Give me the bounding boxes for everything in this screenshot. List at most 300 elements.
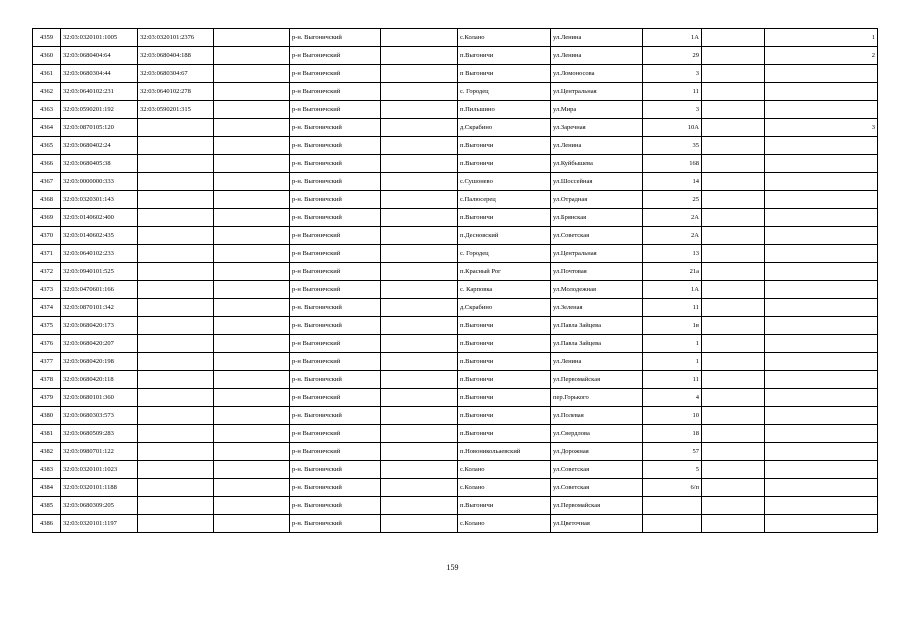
house-number-cell: 5 bbox=[643, 461, 702, 479]
table-row bbox=[33, 263, 878, 281]
district-cell: р-н. Выгоничский bbox=[290, 407, 381, 425]
cadastral-number-cell: 32:03:0680420:173 bbox=[61, 317, 138, 335]
building-cadastral-number-cell bbox=[138, 245, 214, 263]
row-number-cell: 4377 bbox=[33, 353, 61, 371]
table-row bbox=[33, 173, 878, 191]
empty-cell bbox=[702, 137, 765, 155]
extra-number-cell bbox=[765, 425, 878, 443]
empty-cell bbox=[381, 443, 458, 461]
empty-cell bbox=[214, 47, 290, 65]
house-number-cell: 2А bbox=[643, 227, 702, 245]
cadastral-number-cell: 32:03:0470601:166 bbox=[61, 281, 138, 299]
house-number-cell: 4 bbox=[643, 389, 702, 407]
empty-cell bbox=[381, 155, 458, 173]
table-row bbox=[33, 407, 878, 425]
extra-number-cell bbox=[765, 245, 878, 263]
row-number-cell: 4368 bbox=[33, 191, 61, 209]
building-cadastral-number-cell: 32:03:0680304:67 bbox=[138, 65, 214, 83]
locality-cell: с. Карповка bbox=[458, 281, 551, 299]
building-cadastral-number-cell: 32:03:0590201:315 bbox=[138, 101, 214, 119]
row-number-cell: 4367 bbox=[33, 173, 61, 191]
street-cell: ул.Полевая bbox=[551, 407, 643, 425]
extra-number-cell bbox=[765, 371, 878, 389]
extra-number-cell bbox=[765, 101, 878, 119]
row-number-cell: 4386 bbox=[33, 515, 61, 533]
table-row bbox=[33, 371, 878, 389]
house-number-cell: 3 bbox=[643, 65, 702, 83]
table-row bbox=[33, 299, 878, 317]
district-cell: р-н. Выгоничский bbox=[290, 29, 381, 47]
locality-cell: п.Десновский bbox=[458, 227, 551, 245]
house-number-cell bbox=[643, 515, 702, 533]
empty-cell bbox=[214, 281, 290, 299]
empty-cell bbox=[214, 353, 290, 371]
table-body bbox=[33, 29, 878, 533]
row-number-cell: 4373 bbox=[33, 281, 61, 299]
building-cadastral-number-cell bbox=[138, 137, 214, 155]
district-cell: р-н Выгоничский bbox=[290, 389, 381, 407]
empty-cell bbox=[214, 119, 290, 137]
cadastral-number-cell: 32:03:0870105:120 bbox=[61, 119, 138, 137]
district-cell: р-н Выгоничский bbox=[290, 335, 381, 353]
empty-cell bbox=[214, 227, 290, 245]
district-cell: р-н Выгоничский bbox=[290, 263, 381, 281]
street-cell: ул.Ленина bbox=[551, 29, 643, 47]
table-row bbox=[33, 65, 878, 83]
empty-cell bbox=[214, 335, 290, 353]
row-number-cell: 4378 bbox=[33, 371, 61, 389]
empty-cell bbox=[214, 155, 290, 173]
empty-cell bbox=[702, 263, 765, 281]
empty-cell bbox=[702, 83, 765, 101]
table-row bbox=[33, 47, 878, 65]
table-row bbox=[33, 353, 878, 371]
empty-cell bbox=[214, 443, 290, 461]
locality-cell: п.Пильшино bbox=[458, 101, 551, 119]
table-row bbox=[33, 317, 878, 335]
house-number-cell: 11 bbox=[643, 371, 702, 389]
locality-cell: п.Выгоничи bbox=[458, 389, 551, 407]
district-cell: р-н Выгоничский bbox=[290, 227, 381, 245]
district-cell: р-н. Выгоничский bbox=[290, 137, 381, 155]
district-cell: р-н. Выгоничский bbox=[290, 317, 381, 335]
empty-cell bbox=[702, 119, 765, 137]
empty-cell bbox=[381, 479, 458, 497]
cadastral-number-cell: 32:03:0680420:207 bbox=[61, 335, 138, 353]
extra-number-cell bbox=[765, 137, 878, 155]
building-cadastral-number-cell bbox=[138, 281, 214, 299]
cadastral-number-cell: 32:03:0320101:1005 bbox=[61, 29, 138, 47]
extra-number-cell bbox=[765, 155, 878, 173]
empty-cell bbox=[702, 461, 765, 479]
table-row bbox=[33, 335, 878, 353]
empty-cell bbox=[702, 299, 765, 317]
locality-cell: с.Палюсерец bbox=[458, 191, 551, 209]
house-number-cell: 11 bbox=[643, 299, 702, 317]
extra-number-cell bbox=[765, 83, 878, 101]
empty-cell bbox=[702, 407, 765, 425]
cadastral-number-cell: 32:03:0680405:38 bbox=[61, 155, 138, 173]
district-cell: р-н Выгоничский bbox=[290, 425, 381, 443]
empty-cell bbox=[214, 479, 290, 497]
table-row bbox=[33, 227, 878, 245]
row-number-cell: 4371 bbox=[33, 245, 61, 263]
table-row bbox=[33, 209, 878, 227]
row-number-cell: 4372 bbox=[33, 263, 61, 281]
table-row bbox=[33, 191, 878, 209]
table-row bbox=[33, 461, 878, 479]
building-cadastral-number-cell bbox=[138, 227, 214, 245]
street-cell: ул.Первомайская bbox=[551, 497, 643, 515]
empty-cell bbox=[214, 83, 290, 101]
row-number-cell: 4374 bbox=[33, 299, 61, 317]
street-cell: ул.Советская bbox=[551, 227, 643, 245]
empty-cell bbox=[381, 515, 458, 533]
house-number-cell: 1 bbox=[643, 353, 702, 371]
house-number-cell: 10А bbox=[643, 119, 702, 137]
cadastral-number-cell: 32:03:0640102:231 bbox=[61, 83, 138, 101]
locality-cell: с.Колано bbox=[458, 29, 551, 47]
house-number-cell: 18 bbox=[643, 425, 702, 443]
house-number-cell: 35 bbox=[643, 137, 702, 155]
empty-cell bbox=[702, 245, 765, 263]
district-cell: р-н Выгоничский bbox=[290, 83, 381, 101]
empty-cell bbox=[381, 101, 458, 119]
extra-number-cell bbox=[765, 515, 878, 533]
cadastral-number-cell: 32:03:0590201:192 bbox=[61, 101, 138, 119]
district-cell: р-н. Выгоничский bbox=[290, 461, 381, 479]
empty-cell bbox=[381, 389, 458, 407]
table-row bbox=[33, 479, 878, 497]
empty-cell bbox=[702, 515, 765, 533]
cadastral-number-cell: 32:03:0680402:24 bbox=[61, 137, 138, 155]
table-row bbox=[33, 155, 878, 173]
street-cell: ул.Мира bbox=[551, 101, 643, 119]
empty-cell bbox=[702, 389, 765, 407]
district-cell: р-н Выгоничский bbox=[290, 47, 381, 65]
street-cell: ул.Ленина bbox=[551, 353, 643, 371]
building-cadastral-number-cell bbox=[138, 425, 214, 443]
row-number-cell: 4365 bbox=[33, 137, 61, 155]
row-number-cell: 4370 bbox=[33, 227, 61, 245]
building-cadastral-number-cell bbox=[138, 119, 214, 137]
district-cell: р-н. Выгоничский bbox=[290, 209, 381, 227]
table-row bbox=[33, 29, 878, 47]
empty-cell bbox=[381, 209, 458, 227]
empty-cell bbox=[214, 191, 290, 209]
empty-cell bbox=[702, 209, 765, 227]
house-number-cell: 14 bbox=[643, 173, 702, 191]
cadastral-number-cell: 32:03:0140602:400 bbox=[61, 209, 138, 227]
page-number: 159 bbox=[446, 563, 459, 572]
district-cell: р-н. Выгоничский bbox=[290, 497, 381, 515]
empty-cell bbox=[702, 479, 765, 497]
row-number-cell: 4360 bbox=[33, 47, 61, 65]
house-number-cell: 6/п bbox=[643, 479, 702, 497]
empty-cell bbox=[214, 497, 290, 515]
house-number-cell: 25 bbox=[643, 191, 702, 209]
empty-cell bbox=[702, 101, 765, 119]
cadastral-number-cell: 32:03:0680404:64 bbox=[61, 47, 138, 65]
row-number-cell: 4375 bbox=[33, 317, 61, 335]
cadastral-number-cell: 32:03:0870101:342 bbox=[61, 299, 138, 317]
row-number-cell: 4384 bbox=[33, 479, 61, 497]
table-row bbox=[33, 443, 878, 461]
extra-number-cell bbox=[765, 209, 878, 227]
cadastral-number-cell: 32:03:0680309:205 bbox=[61, 497, 138, 515]
empty-cell bbox=[214, 65, 290, 83]
row-number-cell: 4364 bbox=[33, 119, 61, 137]
empty-cell bbox=[702, 191, 765, 209]
table-row bbox=[33, 101, 878, 119]
cadastral-number-cell: 32:03:0680420:118 bbox=[61, 371, 138, 389]
locality-cell: п.Новоникольаевский bbox=[458, 443, 551, 461]
extra-number-cell bbox=[765, 407, 878, 425]
row-number-cell: 4385 bbox=[33, 497, 61, 515]
row-number-cell: 4383 bbox=[33, 461, 61, 479]
district-cell: р-н Выгоничский bbox=[290, 443, 381, 461]
street-cell: ул.Центральная bbox=[551, 83, 643, 101]
extra-number-cell bbox=[765, 317, 878, 335]
row-number-cell: 4379 bbox=[33, 389, 61, 407]
empty-cell bbox=[702, 353, 765, 371]
street-cell: ул.Брянская bbox=[551, 209, 643, 227]
empty-cell bbox=[381, 371, 458, 389]
empty-cell bbox=[214, 389, 290, 407]
street-cell: ул.Ленина bbox=[551, 137, 643, 155]
house-number-cell: 29 bbox=[643, 47, 702, 65]
house-number-cell: 57 bbox=[643, 443, 702, 461]
house-number-cell: 3 bbox=[643, 101, 702, 119]
street-cell: ул.Почтовая bbox=[551, 263, 643, 281]
street-cell: ул.Шоссейная bbox=[551, 173, 643, 191]
empty-cell bbox=[214, 209, 290, 227]
extra-number-cell bbox=[765, 263, 878, 281]
table-row bbox=[33, 119, 878, 137]
house-number-cell: 11 bbox=[643, 83, 702, 101]
empty-cell bbox=[702, 227, 765, 245]
extra-number-cell bbox=[765, 65, 878, 83]
locality-cell: с.Колано bbox=[458, 515, 551, 533]
cadastral-number-cell: 32:03:0000000:333 bbox=[61, 173, 138, 191]
cadastral-number-cell: 32:03:0680304:44 bbox=[61, 65, 138, 83]
empty-cell bbox=[214, 29, 290, 47]
locality-cell: п.Выгоничи bbox=[458, 335, 551, 353]
street-cell: ул.Молодежная bbox=[551, 281, 643, 299]
district-cell: р-н. Выгоничский bbox=[290, 515, 381, 533]
empty-cell bbox=[381, 29, 458, 47]
cadastral-number-cell: 32:03:0140602:435 bbox=[61, 227, 138, 245]
empty-cell bbox=[381, 497, 458, 515]
cadastral-number-cell: 32:03:0940101:525 bbox=[61, 263, 138, 281]
district-cell: р-н. Выгоничский bbox=[290, 479, 381, 497]
extra-number-cell bbox=[765, 461, 878, 479]
empty-cell bbox=[381, 461, 458, 479]
building-cadastral-number-cell: 32:03:0680404:188 bbox=[138, 47, 214, 65]
locality-cell: с. Городец bbox=[458, 245, 551, 263]
extra-number-cell bbox=[765, 299, 878, 317]
empty-cell bbox=[214, 137, 290, 155]
row-number-cell: 4376 bbox=[33, 335, 61, 353]
empty-cell bbox=[214, 263, 290, 281]
table-row bbox=[33, 425, 878, 443]
empty-cell bbox=[214, 371, 290, 389]
extra-number-cell: 2 bbox=[765, 47, 878, 65]
row-number-cell: 4366 bbox=[33, 155, 61, 173]
street-cell: ул.Павла Зайцева bbox=[551, 335, 643, 353]
locality-cell: п.Выгоничи bbox=[458, 371, 551, 389]
cadastral-number-cell: 32:03:0320101:1197 bbox=[61, 515, 138, 533]
empty-cell bbox=[702, 371, 765, 389]
empty-cell bbox=[381, 335, 458, 353]
row-number-cell: 4380 bbox=[33, 407, 61, 425]
house-number-cell: 1в bbox=[643, 317, 702, 335]
empty-cell bbox=[381, 245, 458, 263]
house-number-cell: 21а bbox=[643, 263, 702, 281]
building-cadastral-number-cell bbox=[138, 263, 214, 281]
table-row bbox=[33, 245, 878, 263]
locality-cell: д.Скрабино bbox=[458, 119, 551, 137]
street-cell: ул.Отрадная bbox=[551, 191, 643, 209]
locality-cell: д.Скрабино bbox=[458, 299, 551, 317]
building-cadastral-number-cell bbox=[138, 335, 214, 353]
street-cell: ул.Зеленая bbox=[551, 299, 643, 317]
district-cell: р-н Выгоничский bbox=[290, 353, 381, 371]
cadastral-number-cell: 32:03:0680303:573 bbox=[61, 407, 138, 425]
table-row bbox=[33, 281, 878, 299]
building-cadastral-number-cell bbox=[138, 209, 214, 227]
empty-cell bbox=[702, 65, 765, 83]
locality-cell: п.Выгоничи bbox=[458, 407, 551, 425]
building-cadastral-number-cell bbox=[138, 353, 214, 371]
district-cell: р-н Выгоничский bbox=[290, 65, 381, 83]
table-row bbox=[33, 389, 878, 407]
district-cell: р-н. Выгоничский bbox=[290, 371, 381, 389]
street-cell: ул.Куйбышева bbox=[551, 155, 643, 173]
empty-cell bbox=[702, 281, 765, 299]
extra-number-cell bbox=[765, 389, 878, 407]
locality-cell: с.Сушонево bbox=[458, 173, 551, 191]
empty-cell bbox=[702, 317, 765, 335]
empty-cell bbox=[702, 29, 765, 47]
house-number-cell: 1А bbox=[643, 29, 702, 47]
locality-cell: п.Выгоничи bbox=[458, 425, 551, 443]
cadastral-number-cell: 32:03:0320101:1023 bbox=[61, 461, 138, 479]
district-cell: р-н Выгоничский bbox=[290, 101, 381, 119]
empty-cell bbox=[214, 101, 290, 119]
extra-number-cell bbox=[765, 479, 878, 497]
building-cadastral-number-cell bbox=[138, 371, 214, 389]
street-cell: ул.Советская bbox=[551, 461, 643, 479]
locality-cell: п.Выгоничи bbox=[458, 137, 551, 155]
empty-cell bbox=[702, 47, 765, 65]
street-cell: ул.Первомайская bbox=[551, 371, 643, 389]
locality-cell: п.Выгоничи bbox=[458, 209, 551, 227]
extra-number-cell: 1 bbox=[765, 29, 878, 47]
street-cell: ул.Заречная bbox=[551, 119, 643, 137]
district-cell: р-н. Выгоничский bbox=[290, 299, 381, 317]
extra-number-cell bbox=[765, 335, 878, 353]
empty-cell bbox=[214, 299, 290, 317]
cadastral-number-cell: 32:03:0320301:143 bbox=[61, 191, 138, 209]
building-cadastral-number-cell bbox=[138, 389, 214, 407]
building-cadastral-number-cell bbox=[138, 299, 214, 317]
house-number-cell: 168 bbox=[643, 155, 702, 173]
locality-cell: п Выгоничи bbox=[458, 65, 551, 83]
house-number-cell: 10 bbox=[643, 407, 702, 425]
row-number-cell: 4382 bbox=[33, 443, 61, 461]
empty-cell bbox=[214, 425, 290, 443]
cadastral-number-cell: 32:03:0320101:1188 bbox=[61, 479, 138, 497]
extra-number-cell bbox=[765, 173, 878, 191]
building-cadastral-number-cell bbox=[138, 461, 214, 479]
cadastral-number-cell: 32:03:0640102:233 bbox=[61, 245, 138, 263]
empty-cell bbox=[214, 407, 290, 425]
row-number-cell: 4363 bbox=[33, 101, 61, 119]
locality-cell: п.Выгоничи bbox=[458, 317, 551, 335]
street-cell: пер.Горького bbox=[551, 389, 643, 407]
building-cadastral-number-cell bbox=[138, 443, 214, 461]
empty-cell bbox=[702, 155, 765, 173]
locality-cell: п.Выгоничи bbox=[458, 353, 551, 371]
locality-cell: п.Красный Рог bbox=[458, 263, 551, 281]
row-number-cell: 4361 bbox=[33, 65, 61, 83]
building-cadastral-number-cell bbox=[138, 191, 214, 209]
empty-cell bbox=[702, 443, 765, 461]
empty-cell bbox=[702, 497, 765, 515]
house-number-cell: 2А bbox=[643, 209, 702, 227]
district-cell: р-н. Выгоничский bbox=[290, 191, 381, 209]
empty-cell bbox=[381, 83, 458, 101]
row-number-cell: 4362 bbox=[33, 83, 61, 101]
table-row bbox=[33, 515, 878, 533]
empty-cell bbox=[214, 245, 290, 263]
building-cadastral-number-cell bbox=[138, 479, 214, 497]
locality-cell: п.Выгоничи bbox=[458, 47, 551, 65]
house-number-cell bbox=[643, 497, 702, 515]
empty-cell bbox=[214, 515, 290, 533]
locality-cell: п.Выгоничи bbox=[458, 155, 551, 173]
building-cadastral-number-cell bbox=[138, 173, 214, 191]
building-cadastral-number-cell: 32:03:0640102:278 bbox=[138, 83, 214, 101]
district-cell: р-н. Выгоничский bbox=[290, 173, 381, 191]
district-cell: р-н Выгоничский bbox=[290, 245, 381, 263]
street-cell: ул.Свердлова bbox=[551, 425, 643, 443]
extra-number-cell bbox=[765, 191, 878, 209]
locality-cell: с. Городец bbox=[458, 83, 551, 101]
empty-cell bbox=[214, 461, 290, 479]
building-cadastral-number-cell bbox=[138, 155, 214, 173]
empty-cell bbox=[702, 425, 765, 443]
building-cadastral-number-cell bbox=[138, 317, 214, 335]
empty-cell bbox=[214, 173, 290, 191]
cadastral-number-cell: 32:03:0680420:198 bbox=[61, 353, 138, 371]
empty-cell bbox=[381, 47, 458, 65]
extra-number-cell bbox=[765, 281, 878, 299]
street-cell: ул.Цветочная bbox=[551, 515, 643, 533]
empty-cell bbox=[381, 173, 458, 191]
empty-cell bbox=[381, 407, 458, 425]
street-cell: ул.Советская bbox=[551, 479, 643, 497]
table-row bbox=[33, 83, 878, 101]
extra-number-cell bbox=[765, 353, 878, 371]
empty-cell bbox=[214, 317, 290, 335]
locality-cell: с.Колано bbox=[458, 479, 551, 497]
street-cell: ул.Ломоносова bbox=[551, 65, 643, 83]
property-register-table bbox=[32, 28, 878, 533]
building-cadastral-number-cell: 32:03:0320101:2376 bbox=[138, 29, 214, 47]
empty-cell bbox=[381, 317, 458, 335]
